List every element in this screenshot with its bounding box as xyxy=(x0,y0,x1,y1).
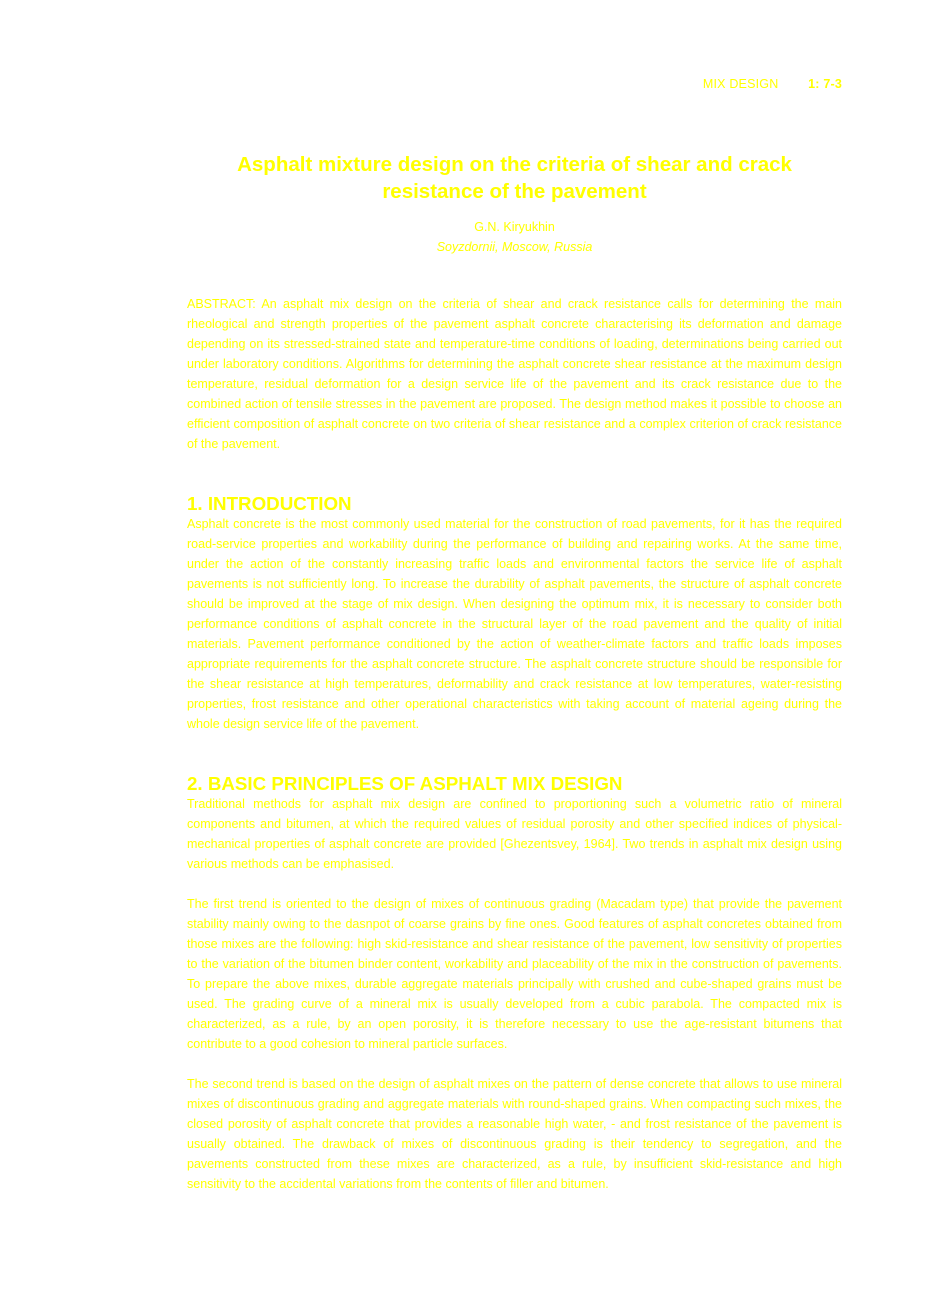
body-paragraph: The second trend is based on the design of asphalt mixes on the pattern of dense concrete that allows to use mineral mixes of discontinuous grading and aggregate materials with round-shaped grains. When compacting such mixes, the closed porosity of asphalt concrete that provides a reasonable high water, - and frost resistance of the pavement is usually obtained. The drawback of mixes of discontinuous grading is their tendency to segregation, and the pavements constructed from these mixes are characterized, as a rule, by insufficient skid-resistance and high sensitivity to the accidental variations from the contents of filler and bitumen. xyxy=(187,1077,842,1191)
running-header-section: MIX DESIGN xyxy=(702,77,779,91)
paper-title: Asphalt mixture design on the criteria of shear and crack resistance of the pavement xyxy=(237,153,792,203)
running-header xyxy=(703,77,842,91)
section-heading: 2. BASIC PRINCIPLES OF ASPHALT MIX DESIGN xyxy=(187,773,623,794)
paper-body xyxy=(187,294,842,1194)
body-paragraph: Traditional methods for asphalt mix design are confined to proportioning such a volumetric ratio of mineral components and bitumen, at which the required values of residual porosity and other specified indices of physical-mechanical properties of asphalt concrete are provided [Ghezentsvey, 1964]. Two trends in asphalt mix design using various methods can be emphasised. xyxy=(187,797,842,871)
abstract-paragraph: ABSTRACT: An asphalt mix design on the criteria of shear and crack resistance calls for determining the main rheological and strength properties of the pavement asphalt concrete characterising its deformation and damage depending on its stressed-strained state and temperature-time conditions of loading, determinations being carried out under laboratory conditions. Algorithms for determining the asphalt concrete shear resistance at the maximum design temperature, residual deformation for a design service life of the pavement and its crack resistance due to the combined action of tensile stresses in the pavement are proposed. The design method makes it possible to choose an efficient composition of asphalt concrete on two criteria of shear resistance and a complex criterion of crack resistance of the pavement. xyxy=(187,297,842,451)
section-introduction xyxy=(187,494,842,734)
body-paragraph: Asphalt concrete is the most commonly used material for the construction of road pavements, for it has the required road-service properties and workability during the performance of building and repairing works. At the same time, under the action of the constantly increasing traffic loads and environmental factors the service life of asphalt pavements is not sufficiently long. To increase the durability of asphalt pavements, the structure of asphalt concrete should be improved at the stage of mix design. When designing the optimum mix, it is necessary to consider both performance conditions of asphalt concrete in the structural layer of the road pavement and the quality of initial materials. Pavement performance conditioned by the action of weather-climate factors and traffic loads imposes appropriate requirements for the asphalt concrete structure. The asphalt concrete structure should be responsible for the shear resistance at high temperatures, deformability and crack resistance at low temperatures, water-resisting properties, frost resistance and other operational characteristics with taking account of material ageing during the whole design service life of the pavement. xyxy=(187,517,842,731)
author-affiliation: Soyzdornii, Moscow, Russia xyxy=(436,240,593,254)
title-block xyxy=(187,151,842,257)
body-paragraph: The first trend is oriented to the design of mixes of continuous grading (Macadam type) that provide the pavement stability mainly owing to the dasnpot of coarse grains by fine ones. Good features of asphalt concretes obtained from those mixes are the following: high skid-resistance and shear resistance of the pavement, low sensitivity of properties to the variation of the bitumen binder content, workability and placeability of the mix in the construction of pavements. To prepare the above mixes, durable aggregate materials principally with crushed and cube-shaped grains must be used. The grading curve of a mineral mix is usually developed from a cubic parabola. The compacted mix is characterized, as a rule, by an open porosity, it is therefore necessary to use the age-resistant bitumens that contribute to a good cohesion to mineral particle surfaces. xyxy=(187,897,842,1051)
section-basic-principles xyxy=(187,774,842,1194)
author-name: G.N. Kiryukhin xyxy=(474,220,555,234)
section-heading: 1. INTRODUCTION xyxy=(187,493,352,514)
running-header-page-ref: 1: 7-3 xyxy=(808,77,842,91)
